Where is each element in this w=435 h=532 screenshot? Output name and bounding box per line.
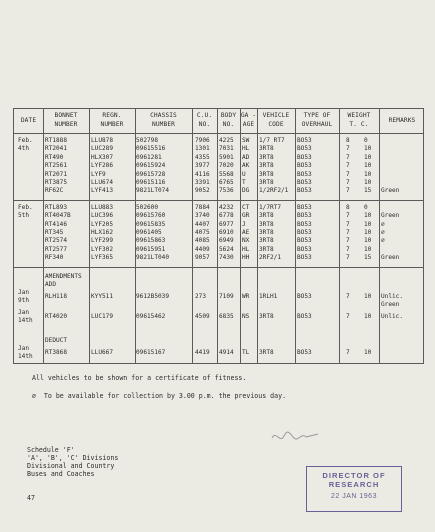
column-divider [379,109,380,363]
table-cell: AD [242,153,250,161]
table-cell: 7 [346,162,350,170]
table-cell: 7 [346,170,350,178]
table-cell: 0961405 [136,229,162,236]
table-cell: LYF299 [91,237,114,245]
table-cell: 7 [346,312,350,320]
table-cell: RT490 [45,153,64,161]
footer-line-3: Divisional and Country [27,462,115,470]
table-cell: 7020 [219,162,234,170]
table-cell: RT2041 [45,145,68,153]
group-divider [14,267,423,268]
table-cell: 1/2RF2/1 [259,187,289,195]
table-cell: 09615516 [136,145,166,153]
amendment-remark: Unlic. [381,292,404,300]
column-divider [43,109,44,363]
table-cell: RT2574 [45,237,68,245]
table-cell: ∅ [381,229,385,236]
group-date: Feb. [18,203,33,211]
table-cell: RTL893 [45,203,68,211]
table-cell: LUC289 [91,145,114,153]
column-header-6: AGE [242,121,255,128]
table-cell: 3RT8 [259,245,274,253]
table-cell: 10 [364,179,372,186]
page-number: 47 [27,494,35,502]
table-cell: 7 [346,229,350,236]
table-cell: BO53 [297,170,312,178]
stamp-line-2: RESEARCH [328,480,380,489]
column-header-9: T. C. [349,121,369,128]
table-cell: GR [242,212,250,220]
table-cell: AE [242,229,250,236]
table-cell: 1301 [195,145,210,153]
table-cell: ∅ [381,220,385,228]
table-cell: BO53 [297,162,312,170]
column-header-3: CHASSIS [150,112,177,119]
table-cell: 9821LT040 [136,254,170,262]
table-cell: 09615951 [136,245,166,253]
table-cell: 7 [346,220,350,228]
schedule-table [13,108,424,364]
table-cell: 09615728 [136,170,166,178]
table-cell: 273 [195,292,207,300]
table-cell: 4075 [195,229,210,236]
table-cell: SW [242,137,250,144]
deduct-label: DEDUCT [45,336,68,344]
amendment-date: 14th [18,316,33,324]
table-cell: 9612B5039 [136,292,170,300]
table-cell: 7430 [219,254,234,262]
table-cell: RT4146 [45,220,68,228]
table-cell: BO53 [297,220,312,228]
table-cell: RT2071 [45,170,68,178]
table-cell: 0 [364,203,368,211]
table-cell: HL [242,145,250,153]
column-header-8: TYPE OF [303,112,331,119]
table-cell: 10 [364,162,372,170]
table-cell: 3740 [195,212,210,220]
column-header-2: REGN. [102,112,122,119]
director-of-research-stamp [306,466,402,512]
table-cell: 0 [364,137,368,144]
table-cell: 3RT8 [259,145,274,153]
table-cell: 3RT8 [259,179,274,186]
table-cell: HH [242,254,250,262]
table-cell: 4407 [195,220,210,228]
column-header-7: VEHICLE [262,112,290,119]
table-cell: RT4047B [45,212,71,220]
column-header-2: NUMBER [100,121,124,128]
table-cell: RT345 [45,229,64,236]
table-cell: 4509 [195,312,210,320]
table-cell: RF340 [45,254,64,262]
column-divider [339,109,340,363]
table-cell: 10 [364,145,372,153]
table-cell: 3RT8 [259,153,274,161]
table-cell: 3RT8 [259,162,274,170]
table-cell: Green [381,212,400,220]
table-cell: 10 [364,312,372,320]
table-cell: RLH118 [45,292,68,300]
deduct-date: 14th [18,352,33,360]
table-cell: 3RT8 [259,237,274,245]
table-cell: J [242,220,246,228]
table-cell: LYF365 [91,254,114,262]
amendments-label: AMENDMENTS [45,272,82,280]
table-cell: 2RF2/1 [259,254,282,262]
stamp-date: 22 JAN 1963 [331,493,377,500]
table-cell: Green [381,254,400,262]
table-cell: 09615462 [136,312,166,320]
amendment-date: Jan [18,288,30,296]
table-cell: HL [242,245,250,253]
table-cell: LYF205 [91,220,114,228]
table-cell: 15 [364,254,372,262]
table-cell: 10 [364,220,372,228]
table-cell: WR [242,292,250,300]
group-date: 5th [18,212,30,220]
column-divider [257,109,258,363]
column-divider [240,109,241,363]
table-cell: 502600 [136,203,159,211]
table-cell: 502798 [136,137,159,144]
table-cell: BO53 [297,203,312,211]
footer-line-4: Buses and Coaches [27,470,95,478]
column-header-5: BODY [220,112,237,119]
table-cell: BO53 [297,348,312,356]
table-cell: 7031 [219,145,234,153]
table-cell: 8 [346,137,350,144]
stamp-line-1: DIRECTOR OF [322,471,386,480]
table-cell: LUC396 [91,212,114,220]
column-divider [217,109,218,363]
table-cell: 10 [364,348,372,356]
table-cell: 4409 [195,245,210,253]
table-cell: 6765 [219,179,234,186]
table-cell: 4225 [219,137,234,144]
signature-mark [268,424,328,448]
column-header-5: NO. [222,121,235,128]
column-header-1: NUMBER [54,121,78,128]
table-cell: 4355 [195,153,210,161]
table-cell: LUC179 [91,312,114,320]
table-cell: 6778 [219,212,234,220]
table-cell: 1/7 RT7 [259,137,285,144]
column-header-0: DATE [20,117,37,124]
table-cell: RT4020 [45,312,68,320]
table-cell: 3RT8 [259,312,274,320]
column-header-8: OVERHAUL [301,121,333,128]
table-cell: LLU674 [91,179,114,186]
table-cell: 7 [346,348,350,356]
table-cell: LYF286 [91,162,114,170]
table-cell: 3RT8 [259,220,274,228]
table-cell: 7 [346,179,350,186]
column-header-7: CODE [268,121,284,128]
table-cell: 4232 [219,203,234,211]
table-cell: BO53 [297,179,312,186]
table-cell: KYY511 [91,292,114,300]
table-cell: 3RT8 [259,348,274,356]
table-cell: BO53 [297,153,312,161]
column-header-4: C.U. [196,112,213,119]
column-header-9: WEIGHT [347,112,371,119]
table-cell: 7 [346,237,350,245]
table-cell: 7 [346,187,350,195]
table-cell: 7 [346,153,350,161]
table-cell: RT3868 [45,348,68,356]
column-header-10: REMARKS [388,117,416,124]
table-cell: BO53 [297,137,312,144]
table-cell: RF62C [45,187,64,195]
table-cell: CT [242,203,250,211]
table-cell: 3977 [195,162,210,170]
table-cell: 7 [346,212,350,220]
table-cell: BO53 [297,187,312,195]
table-cell: 09615116 [136,179,166,186]
table-cell: LLU878 [91,137,114,144]
table-cell: 7 [346,254,350,262]
table-cell: BO53 [297,229,312,236]
table-cell: BO53 [297,145,312,153]
note-fitness: All vehicles to be shown for a certificate of fitness. [32,374,247,382]
table-cell: 3391 [195,179,210,186]
table-cell: HLX162 [91,229,114,236]
table-cell: LLU883 [91,203,114,211]
table-cell: 7 [346,245,350,253]
table-cell: 15 [364,187,372,195]
table-cell: ∅ [381,237,385,245]
table-cell: BO53 [297,254,312,262]
table-cell: LYF302 [91,245,114,253]
table-cell: 4116 [195,170,210,178]
table-cell: 6977 [219,220,234,228]
table-cell: 5901 [219,153,234,161]
amendment-remark: Green [381,301,400,308]
table-cell: 9052 [195,187,210,195]
table-cell: 10 [364,153,372,161]
amendment-date: Jan [18,308,30,316]
column-divider [89,109,90,363]
amendment-remark: Unlic. [381,312,404,320]
column-header-1: BONNET [54,112,78,119]
amendment-date: 9th [18,296,30,304]
table-cell: BO53 [297,292,312,300]
table-cell: LYF9 [91,170,106,178]
table-cell: 10 [364,170,372,178]
table-cell: 5624 [219,245,234,253]
table-cell: U [242,170,246,178]
table-cell: T [242,179,246,186]
table-cell: 6835 [219,312,234,320]
group-date: 4th [18,145,30,153]
note-collection: ∅ To be available for collection by 3.00 p.m. the previous day. [32,392,287,400]
table-cell: 7536 [219,187,234,195]
table-cell: 3RT8 [259,229,274,236]
table-cell: 10 [364,292,372,300]
header-divider [14,133,423,134]
table-cell: 09615924 [136,162,166,170]
table-cell: 7884 [195,203,210,211]
table-cell: 10 [364,245,372,253]
table-cell: AK [242,162,250,170]
table-cell: 7 [346,292,350,300]
table-cell: RT2577 [45,245,68,253]
table-cell: 9821LT074 [136,187,170,195]
table-cell: LYF413 [91,187,114,195]
table-cell: 7109 [219,292,234,300]
group-divider [14,200,423,201]
table-cell: 6910 [219,229,234,236]
table-cell: 09615863 [136,237,166,245]
table-cell: BO53 [297,212,312,220]
table-cell: 4085 [195,237,210,245]
table-cell: NX [242,237,250,245]
table-cell: 3RT8 [259,212,274,220]
table-cell: 6949 [219,237,234,245]
footer-line-1: Schedule 'F' [27,446,75,454]
table-cell: DG [242,187,250,195]
table-cell: 09615167 [136,348,166,356]
table-cell: 09615835 [136,220,166,228]
column-header-3: NUMBER [152,121,175,128]
table-cell: 7906 [195,137,210,144]
table-cell: 7 [346,145,350,153]
table-cell: HLX307 [91,153,114,161]
table-cell: 5568 [219,170,234,178]
table-cell: 0961281 [136,153,162,161]
table-cell: 09615760 [136,212,166,220]
table-cell: 10 [364,212,372,220]
table-cell: TL [242,348,250,356]
column-divider [295,109,296,363]
column-divider [192,109,193,363]
table-cell: NS [242,312,250,320]
table-cell: 10 [364,237,372,245]
table-cell: BO53 [297,245,312,253]
deduct-date: Jan [18,344,30,352]
column-header-6: GA - [240,112,257,119]
table-cell: 9057 [195,254,210,262]
table-cell: RT3875 [45,179,68,186]
table-cell: 4914 [219,348,234,356]
table-cell: 4419 [195,348,210,356]
table-cell: LLU667 [91,348,114,356]
table-cell: RT2561 [45,162,68,170]
table-cell: BO53 [297,237,312,245]
footer-line-2: 'A', 'B', 'C' Divisions [27,454,119,462]
table-cell: Green [381,187,400,195]
column-header-4: NO. [198,121,211,128]
table-cell: 10 [364,229,372,236]
table-cell: BO53 [297,312,312,320]
table-cell: RT1888 [45,137,68,144]
table-cell: 1/7RT7 [259,203,282,211]
table-cell: 8 [346,203,350,211]
table-cell: 1RLH1 [259,292,278,300]
amendments-add-label: ADD [45,280,57,288]
group-date: Feb. [18,137,33,144]
table-cell: 3RT8 [259,170,274,178]
